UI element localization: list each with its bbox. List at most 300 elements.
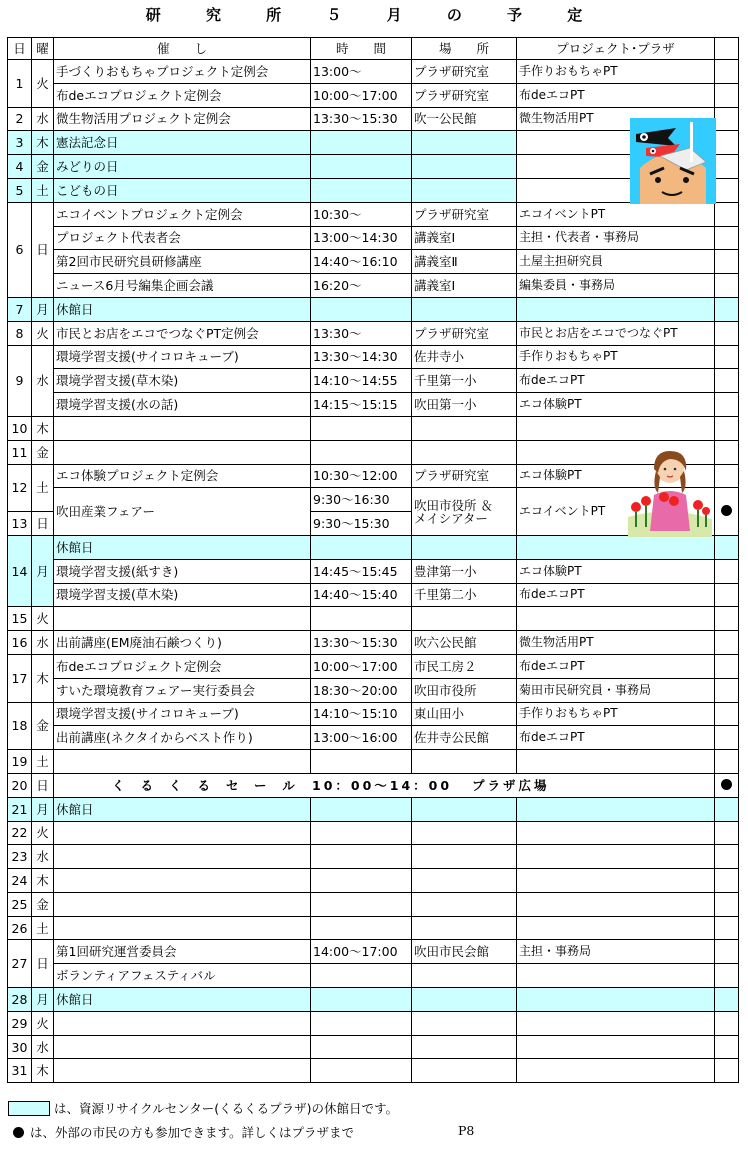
weekday: 日: [32, 512, 54, 536]
event-name: 布deエコプロジェクト定例会: [54, 654, 311, 678]
event-project: [517, 821, 715, 845]
event-name: [54, 916, 311, 940]
event-project: 布deエコPT: [517, 583, 715, 607]
event-time: 14:10～14:55: [311, 369, 412, 393]
event-project: 布deエコPT: [517, 654, 715, 678]
event-place-line: メイシアター: [414, 510, 488, 526]
day-number: 28: [8, 988, 32, 1012]
event-project: 布deエコPT: [517, 369, 715, 393]
event-time: [311, 416, 412, 440]
event-name: すいた環境教育フェアー実行委員会: [54, 678, 311, 702]
day-number: 31: [8, 1059, 32, 1083]
table-row: [8, 416, 739, 440]
event-time: [311, 178, 412, 202]
day-number: 6: [8, 202, 32, 297]
header-row: [8, 38, 739, 60]
event-place: 吹一公民館: [412, 107, 517, 131]
event-name: [54, 892, 311, 916]
koinobori-illustration: [630, 118, 716, 204]
public-mark-dot: [721, 779, 732, 790]
event-name: みどりの日: [54, 155, 311, 179]
legend-closed: [8, 1099, 398, 1117]
table-row: [8, 654, 739, 678]
header-weekday: 曜: [32, 38, 54, 60]
weekday: 金: [32, 155, 54, 179]
event-time: 14:15～15:15: [311, 393, 412, 417]
day-number: 8: [8, 321, 32, 345]
legend-closed-text: は、資源リサイクルセンター(くるくるプラザ)の休館日です。: [54, 1101, 399, 1116]
event-name: [54, 1059, 311, 1083]
public-mark-cell: [715, 250, 739, 274]
table-row: [8, 631, 739, 655]
table-row: [8, 678, 739, 702]
event-place: 吹田市役所: [412, 678, 517, 702]
weekday: 火: [32, 60, 54, 108]
public-mark-cell: [715, 440, 739, 464]
day-number: 12: [8, 464, 32, 512]
table-row: [8, 940, 739, 964]
table-row: [8, 702, 739, 726]
event-place: 吹田市民会館: [412, 940, 517, 964]
weekday: 火: [32, 1011, 54, 1035]
day-number: 13: [8, 512, 32, 536]
header-place: 場 所: [412, 38, 517, 60]
table-row: [8, 107, 739, 131]
event-name: 休館日: [54, 797, 311, 821]
public-mark-cell: [715, 892, 739, 916]
weekday: 木: [32, 416, 54, 440]
event-place: プラザ研究室: [412, 202, 517, 226]
event-place: [412, 488, 517, 536]
header-time: 時 間: [311, 38, 412, 60]
event-place: [412, 845, 517, 869]
public-mark-cell: [715, 631, 739, 655]
day-number: 10: [8, 416, 32, 440]
event-time: 13:30～15:30: [311, 631, 412, 655]
public-mark-cell: [715, 583, 739, 607]
table-row: [8, 369, 739, 393]
event-time: [311, 155, 412, 179]
closed-day-swatch: [8, 1101, 50, 1116]
event-project: [517, 416, 715, 440]
table-row: [8, 892, 739, 916]
day-number: 7: [8, 297, 32, 321]
event-place: [412, 1035, 517, 1059]
weekday: 水: [32, 1035, 54, 1059]
event-name: [54, 440, 311, 464]
event-project: 主担・事務局: [517, 940, 715, 964]
event-name: [54, 607, 311, 631]
event-place: [412, 607, 517, 631]
table-row: [8, 845, 739, 869]
event-time: 14:40～15:40: [311, 583, 412, 607]
special-event-time: 10：00～14：00: [312, 777, 453, 793]
day-number: 17: [8, 654, 32, 702]
event-project: エコ体験PT: [517, 464, 715, 488]
event-project: [517, 535, 715, 559]
event-project: [517, 988, 715, 1012]
table-row: [8, 345, 739, 369]
event-time: [311, 607, 412, 631]
event-name: 出前講座(ネクタイからベスト作り): [54, 726, 311, 750]
table-row: [8, 226, 739, 250]
table-row: [8, 1059, 739, 1083]
day-number: 25: [8, 892, 32, 916]
event-time: [311, 750, 412, 774]
event-place: [412, 916, 517, 940]
public-mark-cell: [715, 416, 739, 440]
event-time: 9:30～15:30: [311, 512, 412, 536]
event-name: 市民とお店をエコでつなぐPT定例会: [54, 321, 311, 345]
event-name: [54, 1011, 311, 1035]
day-number: 21: [8, 797, 32, 821]
header-project: プロジェクト･プラザ: [517, 38, 715, 60]
weekday: 火: [32, 821, 54, 845]
event-name: 休館日: [54, 535, 311, 559]
event-project: [517, 1011, 715, 1035]
public-mark-cell: [715, 988, 739, 1012]
day-number: 30: [8, 1035, 32, 1059]
event-name: 第1回研究運営委員会: [54, 940, 311, 964]
day-number: 2: [8, 107, 32, 131]
event-name: 休館日: [54, 297, 311, 321]
event-place: [412, 892, 517, 916]
public-mark-cell: [715, 797, 739, 821]
legend-public: [8, 1123, 354, 1141]
event-time: 10:30～12:00: [311, 464, 412, 488]
public-mark-cell: [715, 535, 739, 559]
day-number: 22: [8, 821, 32, 845]
public-mark-cell: [715, 83, 739, 107]
public-mark-cell: [715, 321, 739, 345]
event-project: [517, 964, 715, 988]
event-project: 布deエコPT: [517, 83, 715, 107]
event-place: 千里第一小: [412, 369, 517, 393]
event-time: 10:00～17:00: [311, 83, 412, 107]
event-project: 土屋主担研究員: [517, 250, 715, 274]
day-number: 11: [8, 440, 32, 464]
event-project: エコ体験PT: [517, 393, 715, 417]
event-time: [311, 821, 412, 845]
event-project: [517, 297, 715, 321]
day-number: 3: [8, 131, 32, 155]
table-row: [8, 155, 739, 179]
event-time: [311, 869, 412, 893]
page-number: P8: [458, 1123, 475, 1138]
public-mark-cell: [715, 1059, 739, 1083]
special-event-title: くるくるセール: [112, 777, 311, 793]
day-number: 4: [8, 155, 32, 179]
header-mark: [715, 38, 739, 60]
table-row: [8, 988, 739, 1012]
event-project: [517, 1059, 715, 1083]
event-time: 16:20～: [311, 274, 412, 298]
event-place: [412, 988, 517, 1012]
weekday: 土: [32, 464, 54, 512]
event-place: プラザ研究室: [412, 60, 517, 84]
public-mark-cell: [715, 107, 739, 131]
event-project: 菊田市民研究員・事務局: [517, 678, 715, 702]
table-row: [8, 535, 739, 559]
weekday: 月: [32, 297, 54, 321]
event-time: [311, 1011, 412, 1035]
table-row: [8, 274, 739, 298]
event-project: [517, 892, 715, 916]
weekday: 日: [32, 202, 54, 297]
day-number: 9: [8, 345, 32, 416]
event-time: [311, 297, 412, 321]
event-name: [54, 416, 311, 440]
table-row: [8, 250, 739, 274]
table-row: [8, 869, 739, 893]
event-project: [517, 607, 715, 631]
event-project: エコ体験PT: [517, 559, 715, 583]
event-time: 9:30～16:30: [311, 488, 412, 512]
event-place: 千里第二小: [412, 583, 517, 607]
day-number: 1: [8, 60, 32, 108]
table-row: [8, 1011, 739, 1035]
event-name: [54, 821, 311, 845]
event-name: 出前講座(EM廃油石鹸つくり): [54, 631, 311, 655]
day-number: 16: [8, 631, 32, 655]
woman-with-flowers-illustration: [624, 447, 716, 537]
event-project: [517, 1035, 715, 1059]
table-row: [8, 750, 739, 774]
day-number: 15: [8, 607, 32, 631]
event-project: [517, 845, 715, 869]
event-time: [311, 988, 412, 1012]
event-place: [412, 1059, 517, 1083]
public-mark-cell: [715, 940, 739, 964]
event-place: [412, 131, 517, 155]
weekday: 水: [32, 631, 54, 655]
event-place: 佐井寺小: [412, 345, 517, 369]
event-time: 13:30～15:30: [311, 107, 412, 131]
day-number: 23: [8, 845, 32, 869]
weekday: 木: [32, 654, 54, 702]
public-mark-cell: [715, 60, 739, 84]
event-name: ボランティアフェスティバル: [54, 964, 311, 988]
event-time: 13:30～14:30: [311, 345, 412, 369]
public-mark-cell: [715, 393, 739, 417]
event-project: エコイベントPT: [517, 202, 715, 226]
table-row: [8, 916, 739, 940]
event-project: 主担・代表者・事務局: [517, 226, 715, 250]
day-number: 27: [8, 940, 32, 988]
event-name: 環境学習支援(サイコロキューブ): [54, 702, 311, 726]
event-time: [311, 1035, 412, 1059]
event-name: 第2回市民研究員研修講座: [54, 250, 311, 274]
event-project: 布deエコPT: [517, 726, 715, 750]
event-name: エコイベントプロジェクト定例会: [54, 202, 311, 226]
public-mark-cell: [715, 916, 739, 940]
weekday: 日: [32, 940, 54, 988]
table-row: [8, 797, 739, 821]
event-time: 10:30～: [311, 202, 412, 226]
event-time: 13:30～: [311, 321, 412, 345]
table-row: [8, 726, 739, 750]
table-row: [8, 1035, 739, 1059]
public-mark-cell: [715, 654, 739, 678]
day-number: 20: [8, 773, 32, 797]
event-name: 吹田産業フェアー: [54, 488, 311, 536]
day-number: 29: [8, 1011, 32, 1035]
event-place: [412, 297, 517, 321]
public-mark-cell: [715, 845, 739, 869]
event-place: プラザ研究室: [412, 83, 517, 107]
weekday: 月: [32, 988, 54, 1012]
table-row: [8, 393, 739, 417]
weekday: 土: [32, 916, 54, 940]
event-name: 布deエコプロジェクト定例会: [54, 83, 311, 107]
header-event: 催 し: [54, 38, 311, 60]
event-name: [54, 845, 311, 869]
event-place: [412, 440, 517, 464]
event-time: 14:10～15:10: [311, 702, 412, 726]
day-number: 14: [8, 535, 32, 606]
event-time: 14:40～16:10: [311, 250, 412, 274]
table-row: [8, 131, 739, 155]
event-project: [517, 869, 715, 893]
event-place: [412, 821, 517, 845]
table-row: [8, 83, 739, 107]
event-place: [412, 535, 517, 559]
event-time: 13:00～16:00: [311, 726, 412, 750]
public-mark-cell: [715, 702, 739, 726]
header-day: 日: [8, 38, 32, 60]
event-place: 講義室Ⅱ: [412, 250, 517, 274]
weekday: 水: [32, 345, 54, 416]
public-mark-cell: [715, 297, 739, 321]
table-row: [8, 202, 739, 226]
event-place: プラザ研究室: [412, 464, 517, 488]
special-event: [54, 773, 715, 797]
event-name: 環境学習支援(水の話): [54, 393, 311, 417]
event-place: [412, 155, 517, 179]
public-mark-cell: [715, 202, 739, 226]
event-time: [311, 892, 412, 916]
table-row: [8, 297, 739, 321]
event-time: 14:00～17:00: [311, 940, 412, 964]
public-mark-cell: [715, 226, 739, 250]
event-time: [311, 964, 412, 988]
event-name: 憲法記念日: [54, 131, 311, 155]
public-mark-cell: [715, 464, 739, 488]
weekday: 木: [32, 869, 54, 893]
day-number: 19: [8, 750, 32, 774]
event-place: [412, 178, 517, 202]
event-place: 吹六公民館: [412, 631, 517, 655]
public-mark-cell: [715, 274, 739, 298]
event-project: 編集委員・事務局: [517, 274, 715, 298]
public-mark-dot: [721, 505, 732, 516]
day-number: 24: [8, 869, 32, 893]
event-time: 18:30～20:00: [311, 678, 412, 702]
event-place-line: 吹田市役所 ＆: [414, 497, 493, 513]
public-mark-cell: [715, 345, 739, 369]
special-event-place: プラザ広場: [472, 777, 550, 793]
event-project: 微生物活用PT: [517, 107, 715, 131]
weekday: 日: [32, 773, 54, 797]
event-time: [311, 916, 412, 940]
table-row: [8, 773, 739, 797]
event-name: 環境学習支援(草木染): [54, 369, 311, 393]
event-name: [54, 1035, 311, 1059]
event-project: 手作りおもちゃPT: [517, 702, 715, 726]
public-mark-cell: [715, 155, 739, 179]
event-name: 環境学習支援(紙すき): [54, 559, 311, 583]
event-place: 東山田小: [412, 702, 517, 726]
day-number: 18: [8, 702, 32, 750]
event-time: 14:45～15:45: [311, 559, 412, 583]
event-time: 10:00～17:00: [311, 654, 412, 678]
public-mark-cell: [715, 178, 739, 202]
table-row: [8, 60, 739, 84]
event-place: [412, 964, 517, 988]
event-name: 休館日: [54, 988, 311, 1012]
event-place: プラザ研究室: [412, 321, 517, 345]
event-time: [311, 535, 412, 559]
public-mark-cell: [715, 1011, 739, 1035]
weekday: 火: [32, 607, 54, 631]
weekday: 月: [32, 797, 54, 821]
event-project: 市民とお店をエコでつなぐPT: [517, 321, 715, 345]
weekday: 金: [32, 892, 54, 916]
event-name: ニュース6月号編集企画会議: [54, 274, 311, 298]
public-mark-cell: [715, 131, 739, 155]
weekday: 月: [32, 535, 54, 606]
public-mark-cell: [715, 869, 739, 893]
event-time: [311, 797, 412, 821]
event-place: 講義室Ⅰ: [412, 226, 517, 250]
event-place: [412, 1011, 517, 1035]
day-number: 26: [8, 916, 32, 940]
event-place: [412, 750, 517, 774]
public-mark-cell: [715, 726, 739, 750]
event-name: こどもの日: [54, 178, 311, 202]
event-name: エコ体験プロジェクト定例会: [54, 464, 311, 488]
event-time: [311, 1059, 412, 1083]
event-name: 手づくりおもちゃプロジェクト定例会: [54, 60, 311, 84]
event-project: [517, 750, 715, 774]
table-row: [8, 607, 739, 631]
public-mark-cell: [715, 773, 739, 797]
public-mark-cell: [715, 964, 739, 988]
weekday: 土: [32, 178, 54, 202]
event-place: 市民工房２: [412, 654, 517, 678]
event-project: 微生物活用PT: [517, 631, 715, 655]
weekday: 土: [32, 750, 54, 774]
public-mark-cell: [715, 678, 739, 702]
event-place: 吹田第一小: [412, 393, 517, 417]
weekday: 金: [32, 702, 54, 750]
table-row: [8, 559, 739, 583]
event-project: 手作りおもちゃPT: [517, 60, 715, 84]
legend-public-text: は、外部の市民の方も参加できます。詳しくはプラザまで: [30, 1125, 355, 1140]
event-name: 微生物活用プロジェクト定例会: [54, 107, 311, 131]
event-place: [412, 416, 517, 440]
event-name: [54, 750, 311, 774]
event-place: [412, 869, 517, 893]
weekday: 木: [32, 1059, 54, 1083]
weekday: 水: [32, 107, 54, 131]
public-mark-cell: [715, 559, 739, 583]
weekday: 水: [32, 845, 54, 869]
event-project: [517, 797, 715, 821]
public-mark-cell: [715, 369, 739, 393]
event-name: [54, 869, 311, 893]
event-time: 13:00～: [311, 60, 412, 84]
